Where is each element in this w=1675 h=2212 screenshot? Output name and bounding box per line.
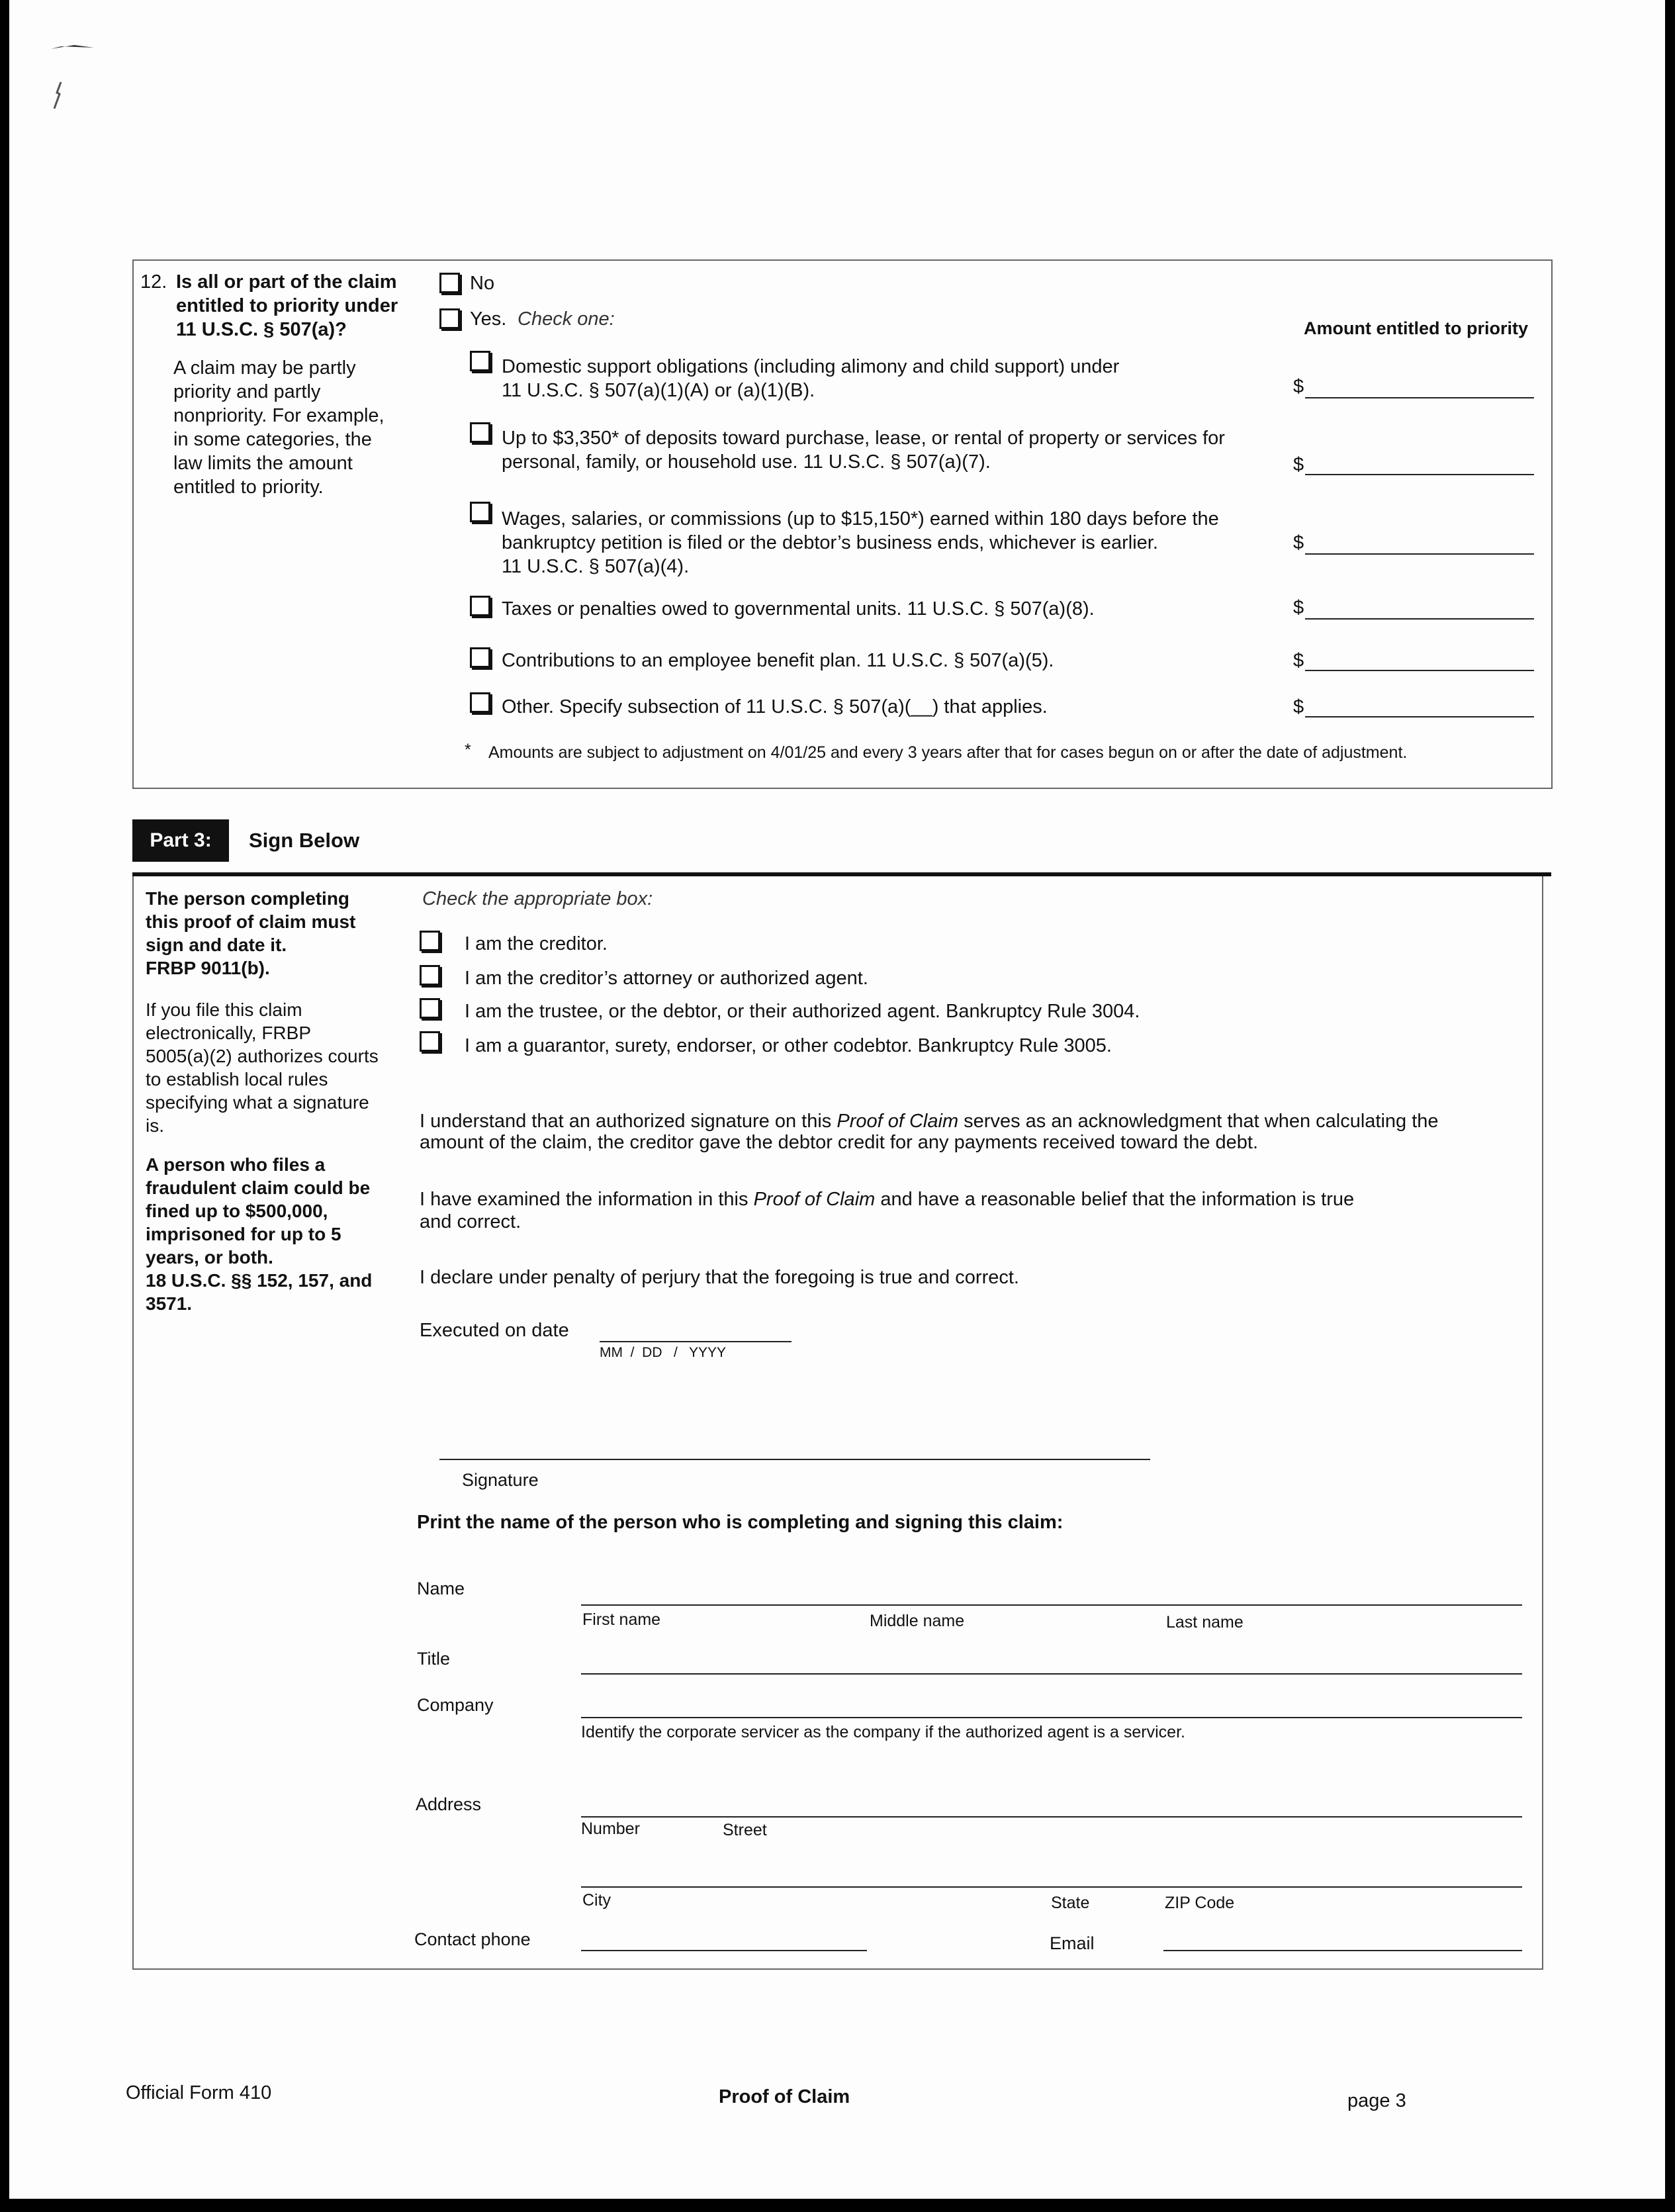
- explain-line: priority and partly: [173, 381, 321, 402]
- company-hint: Identify the corporate servicer as the company if the authorized agent is a servicer.: [581, 1723, 1185, 1741]
- note-line: If you file this claim: [146, 999, 302, 1020]
- dollar-sign: $: [1293, 532, 1304, 553]
- email-label: Email: [1050, 1933, 1095, 1953]
- amount-field[interactable]: [1305, 716, 1534, 717]
- dollar-sign: $: [1293, 696, 1304, 717]
- option-text: Taxes or penalties owed to governmental units. 11 U.S.C. § 507(a)(8).: [502, 598, 1095, 620]
- check-box-prompt: Check the appropriate box:: [422, 888, 653, 909]
- scan-mark-icon: [48, 40, 107, 53]
- deposits-checkbox[interactable]: [470, 422, 490, 443]
- note-line: is.: [146, 1115, 164, 1136]
- priority-section: [132, 259, 1553, 789]
- guarantor-checkbox[interactable]: [420, 1031, 440, 1052]
- domestic-support-checkbox[interactable]: [470, 351, 490, 371]
- signature-field[interactable]: [439, 1459, 1150, 1460]
- company-label: Company: [417, 1695, 494, 1715]
- explain-line: law limits the amount: [173, 453, 353, 474]
- city-label: City: [582, 1891, 611, 1910]
- choice-label: I am the trustee, or the debtor, or their authorized agent. Bankruptcy Rule 3004.: [465, 1001, 1140, 1022]
- print-name-heading: Print the name of the person who is completing and signing this claim:: [417, 1512, 1064, 1533]
- note-line: A person who files a: [146, 1154, 326, 1175]
- note-line: this proof of claim must: [146, 911, 356, 932]
- check-one-hint: Check one:: [518, 308, 615, 330]
- note-line: FRBP 9011(b).: [146, 958, 270, 978]
- phone-label: Contact phone: [414, 1929, 531, 1949]
- title-field[interactable]: [581, 1673, 1522, 1675]
- note-line: specifying what a signature: [146, 1092, 369, 1113]
- acknowledgment-line-2: amount of the claim, the creditor gave the debtor credit for any payments received toward the debt.: [420, 1132, 1259, 1153]
- option-text: Domestic support obligations (including alimony and child support) under: [502, 356, 1120, 377]
- question-line-2: entitled to priority under: [176, 295, 398, 316]
- explain-line: nonpriority. For example,: [173, 405, 385, 426]
- note-line: electronically, FRBP: [146, 1023, 312, 1043]
- option-text: bankruptcy petition is filed or the debtor’s business ends, whichever is earlier.: [502, 532, 1158, 553]
- trustee-checkbox[interactable]: [420, 998, 440, 1019]
- choice-label: I am a guarantor, surety, endorser, or other codebtor. Bankruptcy Rule 3005.: [465, 1035, 1112, 1056]
- note-line: to establish local rules: [146, 1069, 328, 1089]
- perjury-declaration: I declare under penalty of perjury that the foregoing is true and correct.: [420, 1267, 1019, 1288]
- option-text: Up to $3,350* of deposits toward purchase, lease, or rental of property or services for: [502, 428, 1225, 449]
- text-run: Proof of Claim: [837, 1111, 959, 1132]
- street-address-field[interactable]: [581, 1816, 1522, 1818]
- other-checkbox[interactable]: [470, 692, 490, 713]
- note-line: 5005(a)(2) authorizes courts: [146, 1046, 379, 1066]
- address-label: Address: [416, 1794, 482, 1814]
- taxes-checkbox[interactable]: [470, 596, 490, 616]
- amount-field[interactable]: [1305, 553, 1534, 555]
- dollar-sign: $: [1293, 376, 1304, 397]
- signature-label: Signature: [462, 1470, 539, 1490]
- email-field[interactable]: [1163, 1950, 1522, 1951]
- text-run: I have examined the information in this: [420, 1189, 754, 1210]
- amount-header: Amount entitled to priority: [1304, 318, 1528, 338]
- acknowledgment-text: [420, 1109, 1439, 1133]
- last-name-label: Last name: [1166, 1613, 1244, 1632]
- choice-label: I am the creditor.: [465, 933, 608, 954]
- no-label: No: [470, 273, 495, 294]
- text-run: serves as an acknowledgment that when calculating the: [958, 1111, 1439, 1132]
- question-number: 12.: [140, 271, 167, 293]
- no-checkbox[interactable]: [439, 273, 460, 293]
- footnote-star: *: [465, 741, 471, 759]
- part-3-title: Sign Below: [249, 829, 360, 852]
- footer-title: Proof of Claim: [719, 2086, 850, 2107]
- footer-form-number: Official Form 410: [126, 2082, 272, 2103]
- executed-label: Executed on date: [420, 1320, 569, 1341]
- dollar-sign: $: [1293, 597, 1304, 618]
- state-label: State: [1051, 1894, 1090, 1912]
- fraud-warning: [146, 1153, 410, 1315]
- footer-page-number: page 3: [1347, 2090, 1406, 2111]
- amount-field[interactable]: [1305, 474, 1534, 475]
- sign-section: [132, 876, 1543, 1970]
- part-3-tab: Part 3:: [132, 819, 229, 862]
- contributions-checkbox[interactable]: [470, 647, 490, 668]
- wages-checkbox[interactable]: [470, 502, 490, 522]
- amount-field[interactable]: [1305, 618, 1534, 620]
- title-label: Title: [417, 1649, 451, 1669]
- dollar-sign: $: [1293, 454, 1304, 475]
- scan-speck-icon: [49, 79, 69, 113]
- examined-line-2: and correct.: [420, 1211, 521, 1232]
- number-label: Number: [581, 1820, 640, 1838]
- note-line: sign and date it.: [146, 935, 287, 955]
- form-page: [9, 0, 1665, 2199]
- option-text: personal, family, or household use. 11 U.S.C. § 507(a)(7).: [502, 451, 991, 473]
- text-run: Proof of Claim: [753, 1189, 876, 1210]
- footnote: Amounts are subject to adjustment on 4/01/25 and every 3 years after that for cases begun on or after the date of adjustment.: [488, 743, 1408, 762]
- option-text: Contributions to an employee benefit plan. 11 U.S.C. § 507(a)(5).: [502, 650, 1054, 671]
- note-line: fined up to $500,000,: [146, 1201, 328, 1221]
- yes-label: Yes.: [470, 308, 507, 330]
- dollar-sign: $: [1293, 650, 1304, 671]
- explain-line: in some categories, the: [173, 429, 372, 450]
- company-field[interactable]: [581, 1717, 1522, 1718]
- text-run: I understand that an authorized signature on this: [420, 1111, 837, 1132]
- amount-field[interactable]: [1305, 670, 1534, 671]
- name-label: Name: [417, 1579, 465, 1598]
- option-text: 11 U.S.C. § 507(a)(1)(A) or (a)(1)(B).: [502, 380, 815, 401]
- explain-line: entitled to priority.: [173, 477, 324, 498]
- note-line: The person completing: [146, 888, 350, 909]
- option-text: Wages, salaries, or commissions (up to $15,150*) earned within 180 days before the: [502, 508, 1219, 530]
- note-line: imprisoned for up to 5: [146, 1224, 341, 1244]
- text-run: and have a reasonable belief that the information is true: [875, 1189, 1355, 1210]
- examined-text: [420, 1187, 1354, 1211]
- middle-name-label: Middle name: [870, 1612, 965, 1630]
- note-line: 18 U.S.C. §§ 152, 157, and: [146, 1270, 373, 1291]
- note-line: 3571.: [146, 1293, 193, 1314]
- amount-field[interactable]: [1305, 397, 1534, 398]
- city-state-zip-field[interactable]: [581, 1886, 1522, 1888]
- attorney-checkbox[interactable]: [420, 965, 440, 986]
- choice-label: I am the creditor’s attorney or authorized agent.: [465, 968, 868, 989]
- question-line-1: Is all or part of the claim: [176, 271, 397, 293]
- question-line-3: 11 U.S.C. § 507(a)?: [176, 319, 347, 340]
- note-line: fraudulent claim could be: [146, 1177, 371, 1198]
- creditor-checkbox[interactable]: [420, 931, 440, 951]
- electronic-filing-note: [146, 998, 410, 1137]
- explain-line: A claim may be partly: [173, 357, 356, 379]
- option-text: 11 U.S.C. § 507(a)(4).: [502, 556, 690, 577]
- date-format-hint: MM / DD / YYYY: [600, 1345, 726, 1360]
- date-field[interactable]: [600, 1341, 792, 1342]
- note-line: years, or both.: [146, 1247, 273, 1267]
- phone-field[interactable]: [581, 1950, 867, 1951]
- option-text: Other. Specify subsection of 11 U.S.C. § 507(a)(__) that applies.: [502, 696, 1048, 717]
- zip-label: ZIP Code: [1165, 1894, 1235, 1912]
- must-sign-note: [146, 887, 410, 980]
- street-label: Street: [723, 1821, 767, 1839]
- name-field[interactable]: [581, 1604, 1522, 1606]
- first-name-label: First name: [582, 1610, 661, 1629]
- yes-checkbox[interactable]: [439, 308, 460, 329]
